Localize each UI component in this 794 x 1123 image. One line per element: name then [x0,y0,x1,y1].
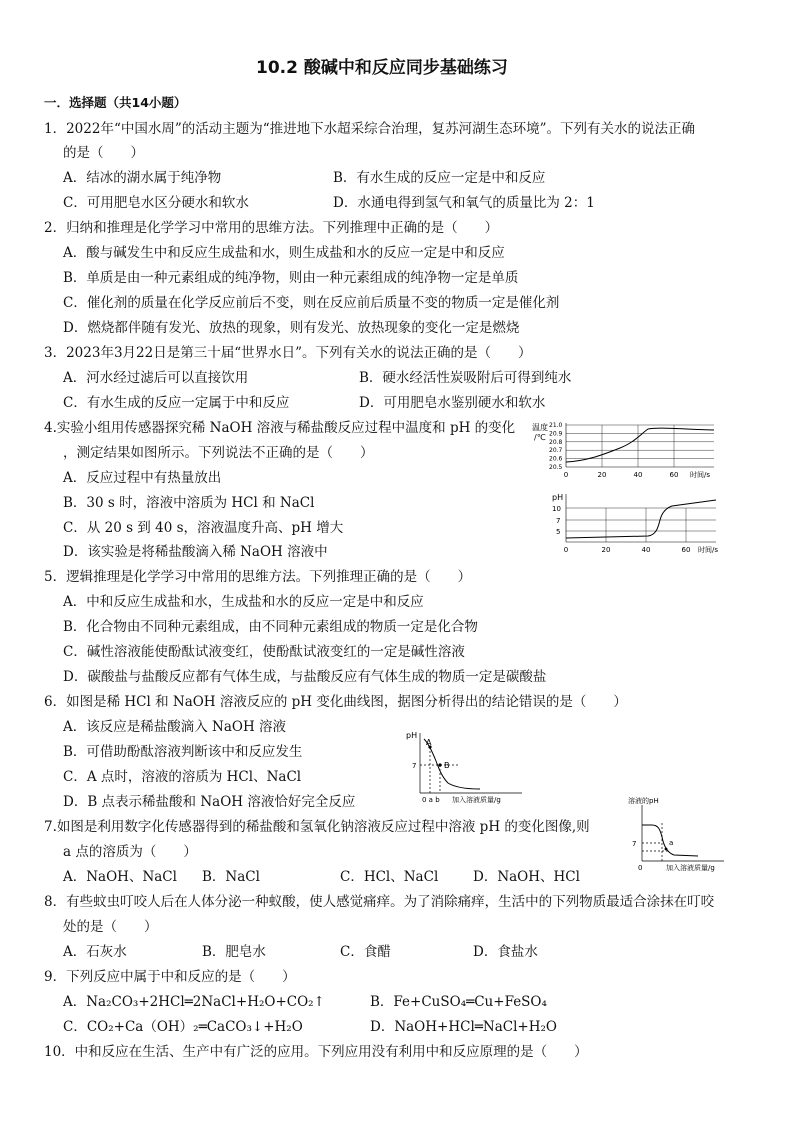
q7-ph-chart [622,793,732,875]
q6-xlabel: 加入溶液质量/g [452,796,501,804]
q7-option-c: C．HCl、NaCl [340,869,439,885]
q2-option-b: B．单质是由一种元素组成的纯净物，则由一种元素组成的纯净物一定是单质 [63,270,519,286]
ph-xtick: 0 [563,546,569,554]
q8-option-d: D．食盐水 [473,944,538,960]
q4-option-c: C．从 20 s 到 40 s，溶液温度升高、pH 增大 [63,520,344,536]
q6-ph-chart [400,727,530,809]
temp-ytick: 20.7 [549,447,563,455]
q6-option-a: A．该反应是稀盐酸滴入 NaOH 溶液 [63,719,287,735]
q6-ph-curve [424,739,480,789]
temp-xtick: 60 [669,471,679,479]
temp-ytick: 20.5 [549,464,563,471]
q4-option-b: B．30 s 时，溶液中溶质为 HCl 和 NaCl [63,495,315,511]
q5-option-d: D．碳酸盐与盐酸反应都有气体生成，与盐酸反应有气体生成的物质一定是碳酸盐 [63,669,547,685]
q1-option-c: C．可用肥皂水区分硬水和软水 [63,195,249,211]
ph-time-chart [548,490,728,560]
q4-stem: 4.实验小组用传感器探究稀 NaOH 溶液与稀盐酸反应过程中温度和 pH 的变化 [44,420,516,436]
q7-xlabel: 加入溶液质量/g [666,864,715,872]
q6-point-a: A [426,738,432,747]
q1-option-b: B．有水生成的反应一定是中和反应 [333,170,546,186]
temp-ylabel-2: /℃ [534,433,546,442]
q3-option-c: C．有水生成的反应一定属于中和反应 [63,395,290,411]
q9-option-a: A．Na₂CO₃+2HCl═2NaCl+H₂O+CO₂↑ [63,994,325,1010]
temp-xlabel: 时间/s [690,471,711,479]
q5-option-a: A．中和反应生成盐和水，生成盐和水的反应一定是中和反应 [63,594,424,610]
q6-tick-7: 7 [412,762,417,770]
q6-stem: 6．如图是稀 HCl 和 NaOH 溶液反应的 pH 变化曲线图，据图分析得出的结论错误的是（ ） [44,694,627,710]
q7-origin: 0 [638,864,643,872]
q8-option-b: B．肥皂水 [202,944,266,960]
temp-ytick: 20.9 [549,430,563,438]
q2-stem: 2．归纳和推理是化学学习中常用的思维方法。下列推理中正确的是（ ） [44,220,499,236]
temp-xtick: 40 [633,471,643,479]
temp-xtick: 0 [563,471,569,479]
ph-ytick: 10 [552,505,561,513]
ph-ytick: 7 [556,517,561,525]
q4-stem-cont: ，测定结果如图所示。下列说法不正确的是（ ） [63,445,374,461]
q6-xticks: 0 a b [422,796,440,804]
q3-option-a: A．河水经过滤后可以直接饮用 [63,370,249,386]
q1-stem-cont: 的是（ ） [63,145,144,161]
q7-tick-7: 7 [632,840,637,848]
q7-option-b: B．NaCl [202,869,260,885]
q3-option-b: B．硬水经活性炭吸附后可得到纯水 [359,370,572,386]
ph-xtick: 60 [681,546,691,554]
q6-option-c: C．A 点时，溶液的溶质为 HCl、NaCl [63,769,302,785]
q9-option-b: B．Fe+CuSO₄═Cu+FeSO₄ [370,994,547,1010]
q7-option-d: D．NaOH、HCl [473,869,580,885]
q2-option-a: A．酸与碱发生中和反应生成盐和水，则生成盐和水的反应一定是中和反应 [63,245,505,261]
q7-point-a-dot [665,848,668,851]
q10-stem: 10．中和反应在生活、生产中有广泛的应用。下列应用没有利用中和反应原理的是（ ） [44,1044,588,1060]
ph-ylabel: pH [552,493,564,502]
temp-ytick: 20.8 [549,438,563,446]
q3-option-d: D．可用肥皂水鉴别硬水和软水 [359,395,546,411]
q1-option-d: D．水通电得到氢气和氧气的质量比为 2：1 [333,195,595,211]
temp-ylabel-1: 温度 [532,423,548,432]
q6-point-b-dot [438,763,441,766]
ph-xlabel: 时间/s [698,546,719,554]
ph-ytick: 5 [556,528,561,536]
q5-option-c: C．碱性溶液能使酚酞试液变红，使酚酞试液变红的一定是碱性溶液 [63,644,465,660]
ph-curve [566,500,716,538]
q7-option-a: A．NaOH、NaCl [63,869,177,885]
q6-option-b: B．可借助酚酞溶液判断该中和反应发生 [63,744,303,760]
q7-stem-cont: a 点的溶质为（ ） [63,844,197,860]
q9-option-d: D．NaOH+HCl═NaCl+H₂O [370,1019,557,1035]
section-heading: 一．选择题（共14小题） [44,95,187,110]
ph-xtick: 40 [641,546,651,554]
page-title: 10.2 酸碱中和反应同步基础练习 [256,58,508,78]
q5-option-b: B．化合物由不同种元素组成，由不同种元素组成的物质一定是化合物 [63,619,478,635]
temp-xtick: 20 [597,471,607,479]
q6-option-d: D．B 点表示稀盐酸和 NaOH 溶液恰好完全反应 [63,794,356,810]
temp-ytick: 20.6 [549,455,563,463]
q6-point-b: B [444,761,450,770]
q7-ylabel: 溶液的pH [628,797,659,805]
ph-xtick: 20 [601,546,611,554]
q8-option-c: C．食醋 [340,944,391,960]
temperature-chart [530,418,728,482]
q7-stem: 7.如图是利用数字化传感器得到的稀盐酸和氢氧化钠溶液反应过程中溶液 pH 的变化图像,则 [44,819,590,835]
q6-ylabel: pH [406,731,418,740]
q9-stem: 9．下列反应中属于中和反应的是（ ） [44,969,296,985]
q2-option-c: C．催化剂的质量在化学反应前后不变，则在反应前后质量不变的物质一定是催化剂 [63,295,560,311]
temp-ytick: 21.0 [549,422,563,429]
q1-stem: 1．2022年“中国水周”的活动主题为“推进地下水超采综合治理，复苏河湖生态环境”。下列有关水的说法正确 [44,121,696,137]
q8-option-a: A．石灰水 [63,944,127,960]
q4-option-d: D．该实验是将稀盐酸滴入稀 NaOH 溶液中 [63,544,328,560]
q8-stem: 8．有些蚊虫叮咬人后在人体分泌一种蚁酸，使人感觉痛痒。为了消除痛痒，生活中的下列物质最适合涂抹在叮咬 [44,894,715,910]
q4-option-a: A．反应过程中有热量放出 [63,470,222,486]
q3-stem: 3．2023年3月22日是第三十届“世界水日”。下列有关水的说法正确的是（ ） [44,345,532,361]
q9-option-c: C．CO₂+Ca（OH）₂═CaCO₃↓+H₂O [63,1019,303,1035]
q1-option-a: A．结冰的湖水属于纯净物 [63,170,222,186]
q7-point-a: a [669,839,674,847]
q2-option-d: D．燃烧都伴随有发光、放热的现象，则有发光、放热现象的变化一定是燃烧 [63,320,520,336]
q5-stem: 5．逻辑推理是化学学习中常用的思维方法。下列推理正确的是（ ） [44,569,472,585]
q8-stem-cont: 处的是（ ） [63,919,158,935]
